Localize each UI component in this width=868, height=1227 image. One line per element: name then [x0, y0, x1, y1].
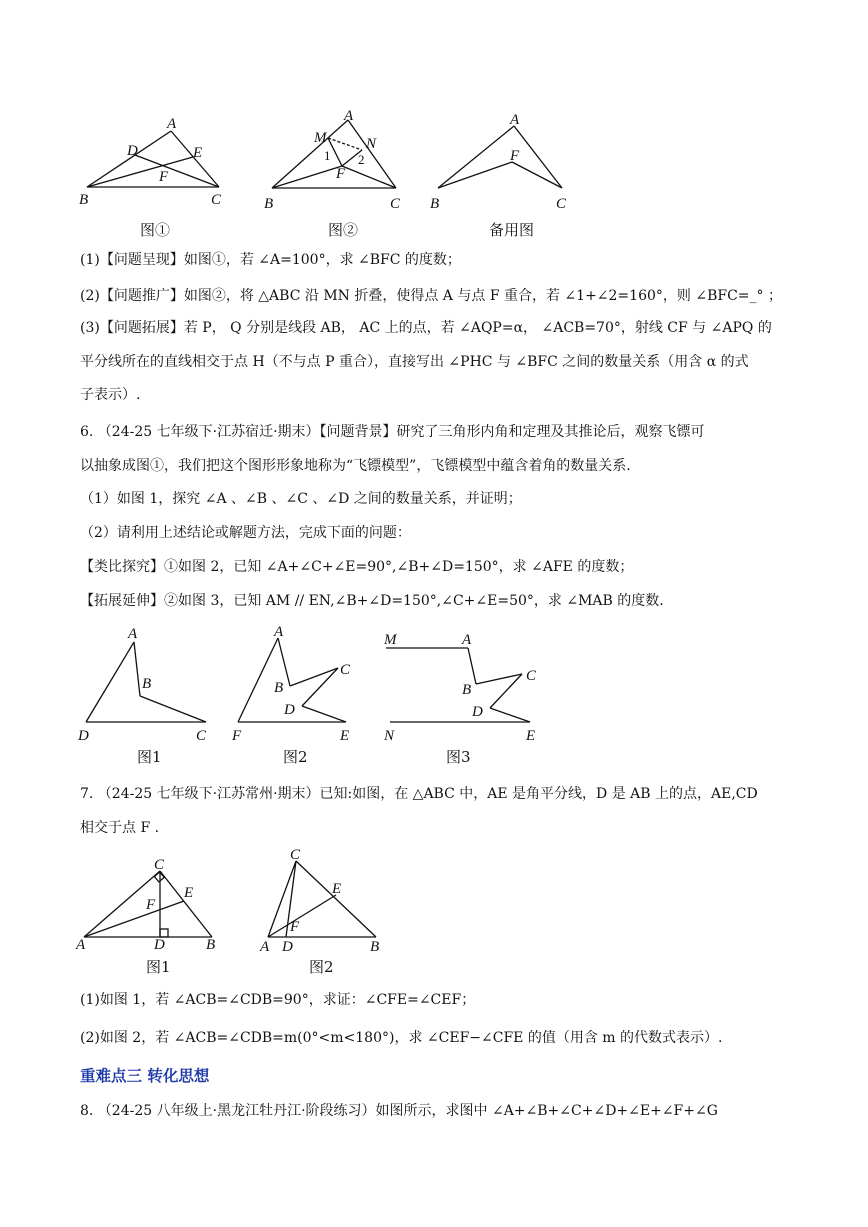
svg-text:F: F: [290, 919, 300, 935]
svg-text:B: B: [274, 680, 284, 696]
svg-text:C: C: [154, 857, 165, 873]
svg-text:D: D: [282, 939, 293, 955]
q6-part2: （2）请利用上述结论或解题方法，完成下面的问题：: [80, 525, 411, 541]
svg-text:E: E: [332, 881, 342, 897]
svg-text:A: A: [510, 112, 520, 128]
dart-figure-1-caption: 图1: [137, 748, 162, 766]
svg-text:D: D: [127, 143, 138, 159]
svg-text:N: N: [384, 728, 395, 744]
svg-text:B: B: [370, 939, 380, 955]
svg-text:B: B: [206, 937, 216, 953]
svg-text:E: E: [340, 728, 350, 744]
q5-part1: (1)【问题呈现】如图①，若 ∠A=100°，求 ∠BFC 的度数；: [80, 252, 461, 268]
q5-part3-line3: 子表示）.: [80, 387, 141, 403]
svg-text:B: B: [462, 682, 472, 698]
svg-text:B: B: [430, 196, 440, 212]
q5-part3-line1: (3)【问题拓展】若 P， Q 分别是线段 AB， AC 上的点，若 ∠AQP=α， ∠ACB=70°，射线 CF 与 ∠APQ 的: [80, 320, 772, 336]
q7-stem-line2: 相交于点 F .: [80, 820, 160, 836]
svg-text:A: A: [167, 116, 177, 132]
dart-figure-2: [228, 624, 368, 744]
svg-text:2: 2: [358, 152, 365, 167]
svg-text:D: D: [472, 704, 483, 720]
svg-text:C: C: [526, 668, 537, 684]
q5-part2: (2)【问题推广】如图②，将 △ABC 沿 MN 折叠，使得点 A 与点 F 重合，若 ∠1+∠2=160°，则 ∠BFC=_° ；: [80, 288, 782, 304]
q8-stem: 8. （24-25 八年级上·黑龙江牡丹江·阶段练习）如图所示，求图中 ∠A+∠B+∠C+∠D+∠E+∠F+∠G: [80, 1103, 718, 1119]
dart-figure-3: [380, 624, 550, 744]
q6-analogy: 【类比探究】①如图 2，已知 ∠A+∠C+∠E=90°,∠B+∠D=150°，求 ∠AFE 的度数；: [80, 559, 634, 575]
figure-1-triangle: [75, 115, 235, 215]
svg-text:E: E: [193, 145, 203, 161]
dart-figure-1: [72, 624, 222, 744]
figure-2-fold: [262, 110, 412, 220]
svg-text:D: D: [78, 728, 89, 744]
svg-text:M: M: [314, 130, 327, 146]
svg-text:D: D: [154, 937, 165, 953]
svg-text:A: A: [344, 108, 354, 124]
figure-2-caption: 图②: [328, 221, 359, 239]
q6-extension: 【拓展延伸】②如图 3，已知 AM // EN,∠B+∠D=150°,∠C+∠E=50°，求 ∠MAB 的度数.: [80, 593, 664, 609]
svg-text:F: F: [232, 728, 242, 744]
figure-3-caption: 备用图: [489, 221, 535, 239]
svg-text:A: A: [462, 632, 472, 648]
dart-figure-3-caption: 图3: [446, 748, 471, 766]
q6-stem-line1: 6. （24-25 七年级下·江苏宿迁·期末）【问题背景】研究了三角形内角和定理及其推论后，观察飞镖可: [80, 424, 705, 440]
q5-part3-line2: 平分线所在的直线相交于点 H（不与点 P 重合），直接写出 ∠PHC 与 ∠BFC 之间的数量关系（用含 α 的式: [80, 354, 749, 370]
svg-text:N: N: [366, 136, 377, 152]
q7-figure-1-caption: 图1: [146, 958, 171, 976]
svg-text:C: C: [340, 662, 351, 678]
section-heading: 重难点三 转化思想: [80, 1067, 210, 1085]
svg-text:C: C: [196, 728, 207, 744]
figure-1-caption: 图①: [140, 221, 171, 239]
q6-stem-line2: 以抽象成图①，我们把这个图形形象地称为“飞镖模型”，飞镖模型中蕴含着角的数量关系.: [80, 458, 631, 474]
q7-part2: (2)如图 2，若 ∠ACB=∠CDB=m(0°<m<180°)，求 ∠CEF−∠CFE 的值（用含 m 的代数式表示）.: [80, 1030, 723, 1046]
svg-text:B: B: [264, 196, 274, 212]
svg-text:1: 1: [324, 148, 331, 163]
svg-text:B: B: [142, 676, 152, 692]
svg-text:E: E: [526, 728, 536, 744]
svg-text:D: D: [284, 702, 295, 718]
svg-text:M: M: [384, 632, 397, 648]
q7-figure-1: [74, 853, 234, 953]
figure-3-spare: [428, 110, 578, 220]
q6-part1: （1）如图 1，探究 ∠A 、∠B 、∠C 、∠D 之间的数量关系，并证明；: [80, 491, 522, 507]
q7-figure-2-caption: 图2: [309, 958, 334, 976]
svg-text:F: F: [146, 897, 156, 913]
svg-text:B: B: [79, 192, 89, 208]
svg-text:C: C: [290, 847, 301, 863]
svg-text:A: A: [76, 937, 86, 953]
svg-text:A: A: [260, 939, 270, 955]
svg-text:F: F: [510, 148, 520, 164]
q7-figure-2: [258, 845, 388, 955]
svg-text:A: A: [274, 624, 284, 640]
svg-text:C: C: [556, 196, 567, 212]
svg-text:E: E: [184, 885, 194, 901]
svg-text:C: C: [390, 196, 401, 212]
q7-part1: (1)如图 1，若 ∠ACB=∠CDB=90°，求证：∠CFE=∠CEF；: [80, 992, 476, 1008]
svg-text:F: F: [336, 166, 346, 182]
dart-figure-2-caption: 图2: [283, 748, 308, 766]
svg-text:C: C: [211, 192, 222, 208]
svg-text:F: F: [159, 169, 169, 185]
svg-text:A: A: [128, 626, 138, 642]
q7-stem-line1: 7. （24-25 七年级下·江苏常州·期末）已知:如图，在 △ABC 中，AE 是角平分线，D 是 AB 上的点，AE,CD: [80, 786, 758, 802]
